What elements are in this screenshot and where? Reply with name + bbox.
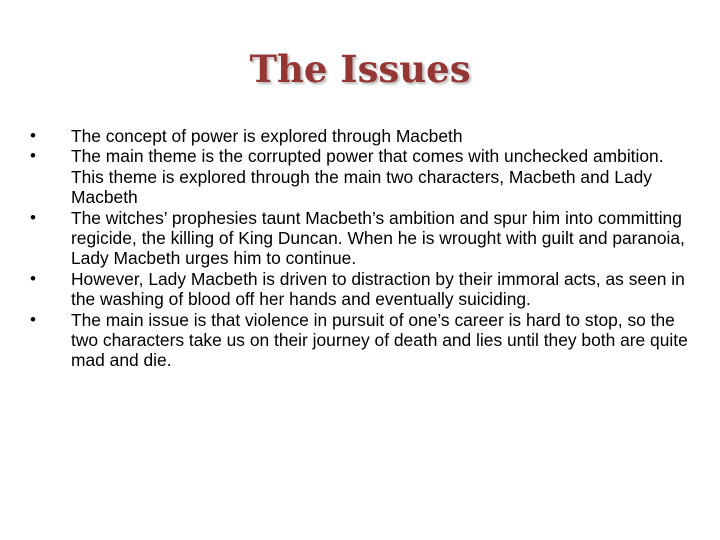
bullet-item: [30, 269, 690, 310]
bullet-icon: •: [30, 146, 36, 166]
bullet-text: The main issue is that violence in pursuit of one’s career is hard to stop, so the two characters take us on their journey of death and lies until they both are quite mad and die.: [71, 309, 688, 371]
slide-title: The Issues: [249, 47, 471, 91]
bullet-icon: •: [30, 268, 36, 288]
bullet-icon: •: [30, 309, 36, 329]
bullet-item: [30, 146, 690, 207]
bullet-text: The witches’ prophesies taunt Macbeth’s ambition and spur him into committing regicide, the killing of King Duncan. When he is wrought with guilt and paranoia, Lady Macbeth urges him to continue.: [71, 207, 685, 269]
bullet-icon: •: [30, 126, 36, 145]
bullet-text: However, Lady Macbeth is driven to distraction by their immoral acts, as seen in the washing of blood off her hands and eventually suiciding.: [71, 268, 685, 310]
bullet-text: The concept of power is explored through Macbeth: [71, 126, 463, 146]
bullet-text: The main theme is the corrupted power that comes with unchecked ambition. This theme is explored through the main two characters, Macbeth and Lady Macbeth: [71, 146, 664, 208]
bullet-item: [30, 126, 690, 146]
bullet-item: [30, 310, 690, 371]
bullet-icon: •: [30, 207, 36, 227]
bullet-list: [30, 126, 690, 371]
bullet-item: [30, 208, 690, 269]
